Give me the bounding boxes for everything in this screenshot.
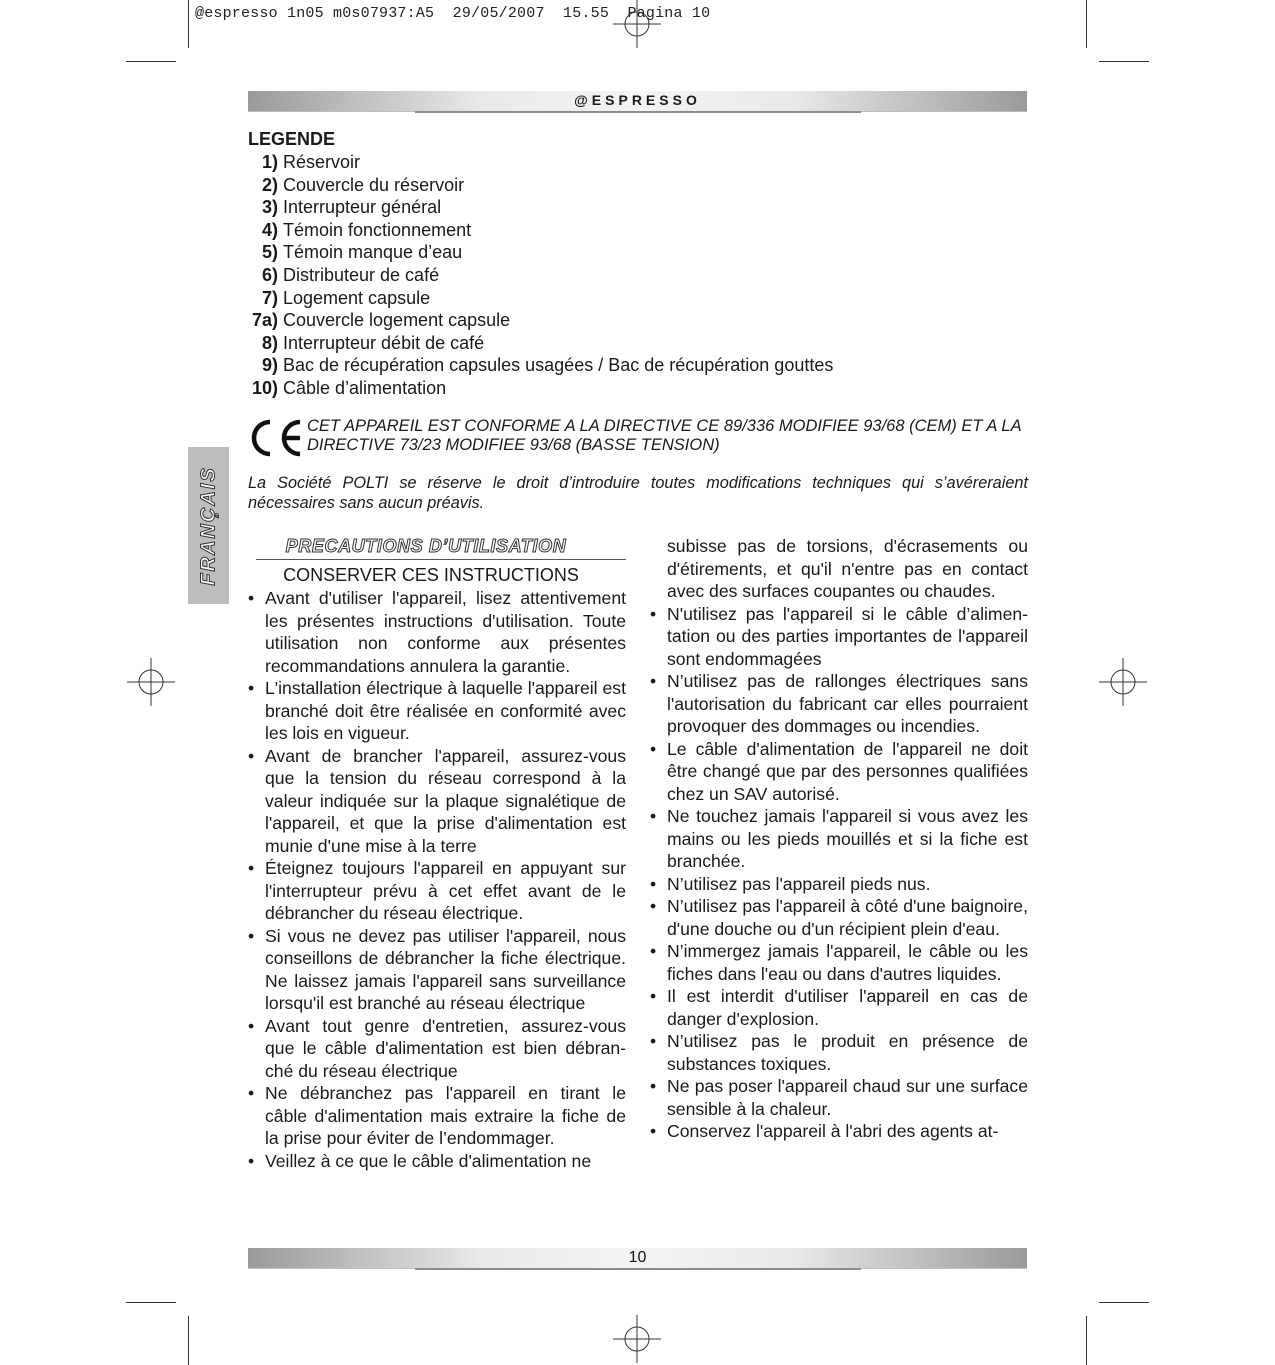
legend-item-number: 1): [261, 152, 278, 172]
legend-item: [248, 174, 833, 197]
list-item: • Avant d'utiliser l'appareil, lisez attentivement les présentes instructions d'utilisation. Toute utilisation non conforme aux présentes recommandations annulera la garantie.: [248, 587, 626, 677]
list-item: • N’utilisez pas de rallonges électriques sans l'autorisation du fabricant car elles pourraient provoquer des dommages ou incendies.: [650, 670, 1028, 738]
legend-item-label: Câble d’alimentation: [283, 377, 447, 398]
list-item: • Ne pas poser l'appareil chaud sur une surface sensible à la chaleur.: [650, 1075, 1028, 1120]
conformity-statement: CET APPAREIL EST CONFORME A LA DIRECTIVE CE 89/336 MODIFIEE 93/68 (CEM) ET A LA DIRECTIVE 73/23 MODIFIEE 93/68 (BASSE TENSION): [307, 417, 1021, 454]
legend-item: [248, 196, 833, 219]
list-item: • Veillez à ce que le câble d'alimentation ne: [248, 1150, 626, 1173]
legend-item-number: 4): [261, 219, 278, 240]
list-item: • Si vous ne devez pas utiliser l'appareil, nous conseillons de débrancher la fiche électrique. Ne laissez jamais l'appareil sans surveillance lorsqu'il est branché au réseau électrique: [248, 925, 626, 1015]
precautions-title-rule: [256, 559, 626, 560]
list-item: • N’utilisez pas l'appareil pieds nus.: [650, 873, 1028, 896]
list-item: • L'installation électrique à laquelle l'appareil est branché doit être réalisée en conformité avec les lois en vigueur.: [248, 677, 626, 745]
legend-item: [248, 151, 833, 174]
legend-item-label: Logement capsule: [283, 287, 431, 308]
registration-mark-right-icon: [1099, 658, 1147, 706]
legend-item-number: 5): [261, 242, 278, 263]
language-tab-label: FRANÇAIS: [197, 465, 219, 586]
list-item: • Ne débranchez pas l'appareil en tirant le câble d'alimentation mais extraire la fiche de la prise pour éviter de l’endommager.: [248, 1082, 626, 1150]
legend-item-label: Couvercle logement capsule: [283, 310, 511, 331]
crop-mark-top-right-h: [1099, 61, 1149, 62]
legend-item-label: Témoin manque d’eau: [283, 242, 463, 263]
registration-mark-left-icon: [127, 658, 175, 706]
list-item: • Avant de brancher l'appareil, assurez-vous que la tension du réseau correspond à la valeur indiquée sur la plaque signalétique de l'appareil, et que la prise d'alimentation est munie d'une mise à la terre: [248, 745, 626, 858]
precautions-list-left: [248, 587, 626, 1172]
list-item: • N’immergez jamais l'appareil, le câble ou les fiches dans l'eau ou dans d'autres liquides.: [650, 940, 1028, 985]
registration-mark-bottom-icon: [613, 1315, 661, 1363]
precautions-title: PRECAUTIONS D’UTILISATION: [285, 536, 567, 556]
crop-mark-bottom-right-v: [1086, 1316, 1087, 1365]
legend-item: [248, 332, 833, 355]
crop-mark-top-left-h: [126, 61, 176, 62]
list-item: • Il est interdit d'utiliser l'appareil en cas de danger d'explosion.: [650, 985, 1028, 1030]
registration-mark-top-icon: [613, 0, 661, 48]
list-item: • N'utilisez pas l'appareil si le câble d’alimentation ou des parties importantes de l'appareil sont endommagées: [650, 603, 1028, 671]
legend-item: [248, 264, 833, 287]
list-item: • N’utilisez pas le produit en présence de substances toxiques.: [650, 1030, 1028, 1075]
list-item: • Avant tout genre d'entretien, assurez-vous que le câble d'alimentation est bien débranché du réseau électrique: [248, 1015, 626, 1083]
polti-note: La Société POLTI se réserve le droit d’introduire toutes modifications techniques qui s’avéreraient nécessaires sans aucun préavis.: [248, 474, 1028, 512]
precautions-left-column: [248, 535, 626, 1172]
legend-item: [248, 354, 833, 377]
list-item: • Conservez l'appareil à l'abri des agents at-: [650, 1120, 1028, 1143]
legend-item: [248, 219, 833, 242]
legend-item: [248, 309, 833, 332]
legend-item-number: 9): [261, 355, 278, 376]
legend-item-number: 7): [261, 287, 278, 308]
precautions-subtitle: CONSERVER CES INSTRUCTIONS: [283, 564, 579, 585]
legend-item-number: 3): [261, 197, 278, 218]
legend-item-number: 8): [261, 332, 278, 353]
legend-item-number: 2): [261, 174, 278, 195]
ce-mark-icon: [250, 418, 306, 458]
legend-title: LEGENDE: [248, 129, 336, 149]
page-number: 10: [628, 1249, 647, 1266]
legend-item-number: 6): [261, 264, 278, 285]
crop-mark-top-right-v: [1086, 0, 1087, 48]
legend-item-label: Bac de récupération capsules usagées / Bac de récupération gouttes: [283, 355, 834, 376]
legend-item-label: Distributeur de café: [283, 264, 440, 285]
list-item: • Éteignez toujours l'appareil en appuyant sur l'interrupteur prévu à cet effet avant de le débrancher du réseau électrique.: [248, 857, 626, 925]
crop-mark-bottom-left-v: [188, 1316, 189, 1365]
header-band-underline: [415, 111, 861, 113]
legend-item-label: Réservoir: [283, 152, 361, 172]
legend-item-label: Couvercle du réservoir: [283, 174, 465, 195]
legend-item-label: Interrupteur général: [283, 197, 442, 218]
precautions-right-column: [650, 535, 1028, 1143]
legend-item: [248, 287, 833, 310]
precautions-list-right: [650, 603, 1028, 1143]
legend-list: [248, 151, 833, 400]
print-slug: @espresso 1n05 m0s07937:A5 29/05/2007 15.55 Pagina 10: [195, 5, 711, 22]
crop-mark-bottom-right-h: [1099, 1302, 1149, 1303]
legend-item-label: Témoin fonctionnement: [283, 219, 472, 240]
legend-item-number: 7a): [251, 310, 278, 331]
footer-band-underline: [415, 1268, 861, 1270]
list-item: • Le câble d'alimentation de l'appareil ne doit être changé que par des personnes qualifiées chez un SAV autorisé.: [650, 738, 1028, 806]
list-item: • N’utilisez pas l'appareil à côté d'une baignoire, d'une douche ou d'un récipient plein d'eau.: [650, 895, 1028, 940]
crop-mark-bottom-left-h: [126, 1302, 176, 1303]
legend-item: [248, 241, 833, 264]
precautions-continuation: subisse pas de torsions, d'écrasements ou d'étirements, et qu'il n'entre pas en contact avec des surfaces coupantes ou chaudes.: [667, 536, 1028, 601]
crop-mark-top-left-v: [188, 0, 189, 48]
legend-item: [248, 377, 833, 400]
header-title: @ESPRESSO: [574, 92, 701, 108]
legend-item-label: Interrupteur débit de café: [283, 332, 485, 353]
language-tab: [188, 447, 229, 604]
legend-item-number: 10): [251, 377, 278, 398]
list-item: • Ne touchez jamais l'appareil si vous avez les mains ou les pieds mouillés et si la fiche est branchée.: [650, 805, 1028, 873]
